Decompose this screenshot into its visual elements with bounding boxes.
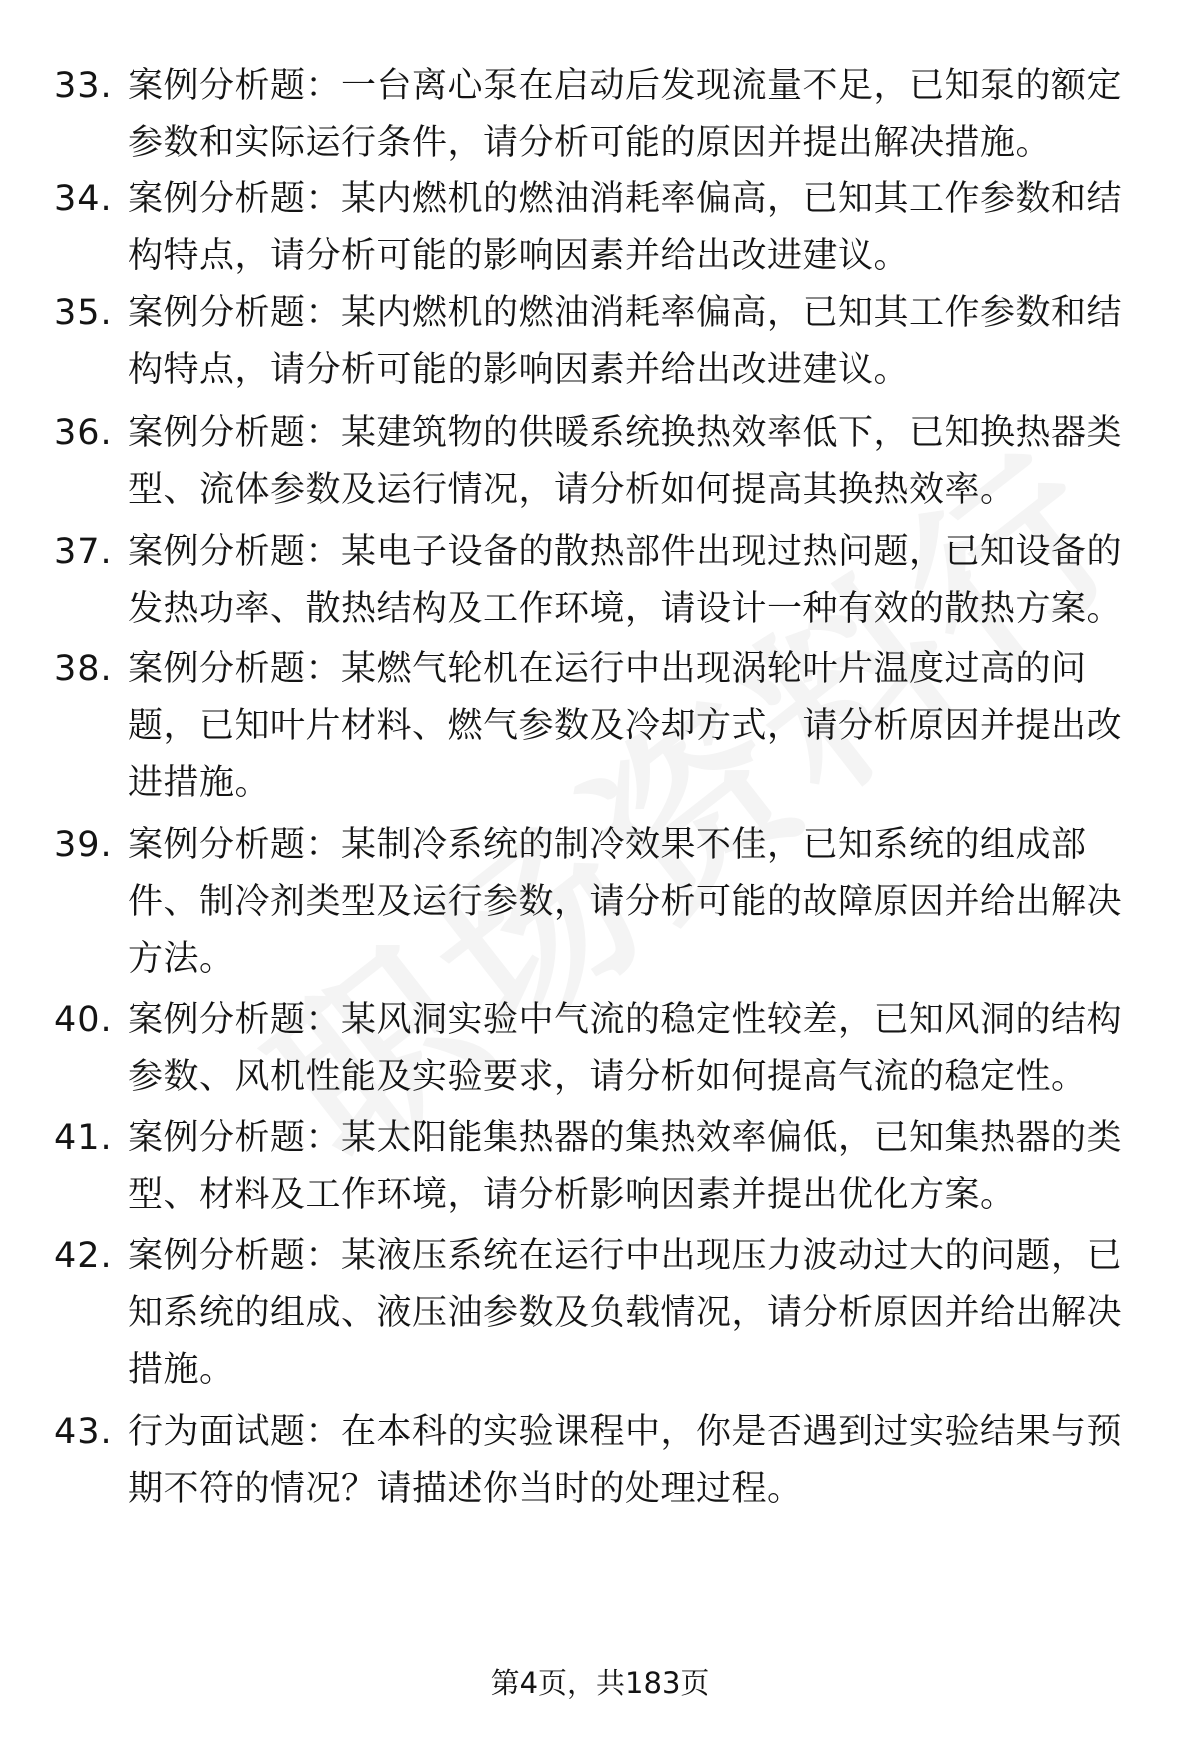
question-text-line: 件、制冷剂类型及运行参数，请分析可能的故障原因并给出解决	[128, 882, 1123, 922]
question-text-line: 案例分析题：某电子设备的散热部件出现过热问题，已知设备的	[128, 532, 1123, 572]
question-number: 34.	[54, 179, 113, 219]
question-number: 39.	[54, 825, 113, 865]
question-text-line: 型、材料及工作环境，请分析影响因素并提出优化方案。	[128, 1175, 1016, 1215]
page-number-label: 第4页，共183页	[490, 1666, 710, 1700]
question-number: 40.	[54, 1000, 113, 1040]
question-text-line: 案例分析题：某太阳能集热器的集热效率偏低，已知集热器的类	[128, 1118, 1123, 1158]
question-number: 37.	[54, 532, 113, 572]
question-number: 36.	[54, 413, 113, 453]
question-number: 42.	[54, 1236, 113, 1276]
question-text-line: 构特点，请分析可能的影响因素并给出改进建议。	[128, 236, 910, 276]
question-number: 35.	[54, 293, 113, 333]
question-text-line: 案例分析题：一台离心泵在启动后发现流量不足，已知泵的额定	[128, 66, 1123, 106]
question-text-line: 参数和实际运行条件，请分析可能的原因并提出解决措施。	[128, 123, 1052, 163]
question-number: 38.	[54, 649, 113, 689]
question-text-line: 案例分析题：某液压系统在运行中出现压力波动过大的问题，已	[128, 1236, 1123, 1276]
question-text-line: 案例分析题：某建筑物的供暖系统换热效率低下，已知换热器类	[128, 413, 1123, 453]
question-text-line: 期不符的情况？请描述你当时的处理过程。	[128, 1469, 803, 1509]
question-text-line: 案例分析题：某制冷系统的制冷效果不佳，已知系统的组成部	[128, 825, 1087, 865]
question-text-line: 题，已知叶片材料、燃气参数及冷却方式，请分析原因并提出改	[128, 706, 1123, 746]
question-text-line: 案例分析题：某燃气轮机在运行中出现涡轮叶片温度过高的问	[128, 649, 1087, 689]
question-text-line: 案例分析题：某内燃机的燃油消耗率偏高，已知其工作参数和结	[128, 179, 1123, 219]
question-text-line: 案例分析题：某风洞实验中气流的稳定性较差，已知风洞的结构	[128, 1000, 1123, 1040]
page-footer	[0, 1663, 1200, 1703]
question-text-line: 进措施。	[128, 763, 271, 803]
question-number: 43.	[54, 1412, 113, 1452]
question-text-line: 参数、风机性能及实验要求，请分析如何提高气流的稳定性。	[128, 1057, 1087, 1097]
question-text-line: 行为面试题：在本科的实验课程中，你是否遇到过实验结果与预	[128, 1412, 1123, 1452]
question-text-line: 型、流体参数及运行情况，请分析如何提高其换热效率。	[128, 470, 1016, 510]
question-text-line: 知系统的组成、液压油参数及负载情况，请分析原因并给出解决	[128, 1293, 1123, 1333]
question-number: 41.	[54, 1118, 113, 1158]
question-text-line: 构特点，请分析可能的影响因素并给出改进建议。	[128, 350, 910, 390]
question-text-line: 方法。	[128, 939, 235, 979]
question-number: 33.	[54, 66, 113, 106]
question-text-line: 案例分析题：某内燃机的燃油消耗率偏高，已知其工作参数和结	[128, 293, 1123, 333]
question-text-line: 措施。	[128, 1350, 235, 1390]
question-text-line: 发热功率、散热结构及工作环境，请设计一种有效的散热方案。	[128, 589, 1123, 629]
